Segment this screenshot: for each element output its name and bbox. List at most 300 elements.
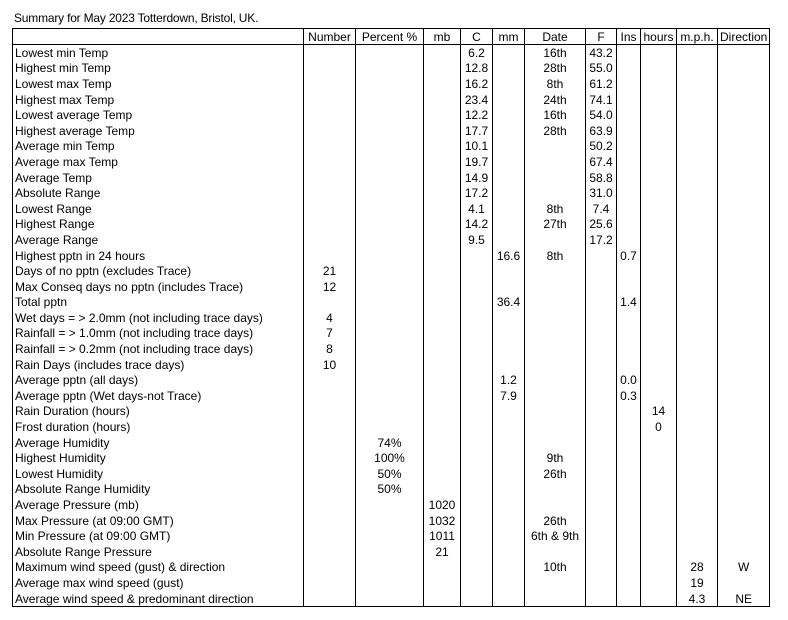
- cell-mph: [677, 232, 718, 248]
- table-row: [13, 450, 770, 466]
- cell-mb: [424, 435, 461, 451]
- cell-mph: [677, 107, 718, 123]
- cell-ins: [617, 482, 641, 498]
- cell-hours: [641, 450, 677, 466]
- cell-hours: [641, 123, 677, 139]
- cell-fahrenheit: 58.8: [586, 170, 617, 186]
- cell-direction: [718, 217, 770, 233]
- cell-ins: [617, 185, 641, 201]
- cell-number: [304, 123, 356, 139]
- cell-mb: [424, 185, 461, 201]
- cell-mb: [424, 404, 461, 420]
- cell-percent: [356, 513, 424, 529]
- cell-mm: 7.9: [493, 388, 525, 404]
- cell-ins: [617, 45, 641, 61]
- cell-number: [304, 295, 356, 311]
- cell-mb: [424, 217, 461, 233]
- table-row: [13, 357, 770, 373]
- cell-number: 21: [304, 263, 356, 279]
- cell-fahrenheit: [586, 419, 617, 435]
- cell-fahrenheit: 31.0: [586, 185, 617, 201]
- cell-ins: 0.3: [617, 388, 641, 404]
- cell-celsius: [461, 279, 493, 295]
- cell-direction: [718, 419, 770, 435]
- cell-celsius: 17.7: [461, 123, 493, 139]
- cell-date: [525, 232, 586, 248]
- cell-fahrenheit: [586, 497, 617, 513]
- cell-fahrenheit: [586, 263, 617, 279]
- cell-mph: [677, 263, 718, 279]
- cell-mb: [424, 263, 461, 279]
- cell-fahrenheit: 67.4: [586, 154, 617, 170]
- cell-mb: [424, 45, 461, 61]
- cell-hours: 0: [641, 419, 677, 435]
- cell-mm: [493, 482, 525, 498]
- cell-date: [525, 263, 586, 279]
- row-label: Total pptn: [13, 295, 304, 311]
- cell-mm: [493, 419, 525, 435]
- cell-number: [304, 76, 356, 92]
- cell-percent: [356, 326, 424, 342]
- cell-celsius: [461, 497, 493, 513]
- cell-mm: [493, 310, 525, 326]
- cell-celsius: 4.1: [461, 201, 493, 217]
- cell-percent: [356, 248, 424, 264]
- cell-percent: [356, 497, 424, 513]
- table-header-row: [13, 29, 770, 45]
- cell-celsius: [461, 513, 493, 529]
- cell-fahrenheit: [586, 404, 617, 420]
- cell-celsius: [461, 372, 493, 388]
- cell-ins: [617, 232, 641, 248]
- cell-celsius: [461, 357, 493, 373]
- cell-fahrenheit: [586, 466, 617, 482]
- cell-celsius: [461, 341, 493, 357]
- cell-number: [304, 513, 356, 529]
- cell-mm: [493, 232, 525, 248]
- cell-direction: [718, 466, 770, 482]
- cell-mb: [424, 279, 461, 295]
- cell-celsius: 23.4: [461, 92, 493, 108]
- cell-percent: [356, 295, 424, 311]
- cell-mph: [677, 435, 718, 451]
- cell-date: [525, 419, 586, 435]
- cell-mph: [677, 217, 718, 233]
- cell-mph: 4.3: [677, 591, 718, 607]
- cell-date: [525, 326, 586, 342]
- column-header-mb: mb: [424, 29, 461, 45]
- cell-fahrenheit: [586, 435, 617, 451]
- cell-number: [304, 497, 356, 513]
- cell-celsius: 10.1: [461, 139, 493, 155]
- cell-ins: [617, 217, 641, 233]
- cell-mph: [677, 310, 718, 326]
- row-label: Lowest Humidity: [13, 466, 304, 482]
- cell-hours: [641, 201, 677, 217]
- row-label: Highest min Temp: [13, 61, 304, 77]
- row-label: Average Pressure (mb): [13, 497, 304, 513]
- cell-number: [304, 528, 356, 544]
- cell-hours: [641, 575, 677, 591]
- cell-ins: [617, 170, 641, 186]
- cell-ins: [617, 528, 641, 544]
- cell-number: [304, 248, 356, 264]
- row-label: Lowest max Temp: [13, 76, 304, 92]
- cell-mm: [493, 123, 525, 139]
- row-label: Absolute Range Humidity: [13, 482, 304, 498]
- cell-celsius: [461, 466, 493, 482]
- cell-percent: [356, 544, 424, 560]
- cell-mm: [493, 170, 525, 186]
- cell-mb: [424, 482, 461, 498]
- cell-celsius: [461, 295, 493, 311]
- cell-direction: [718, 404, 770, 420]
- cell-mph: [677, 497, 718, 513]
- cell-mph: [677, 341, 718, 357]
- cell-date: 10th: [525, 560, 586, 576]
- cell-mb: [424, 388, 461, 404]
- cell-ins: [617, 341, 641, 357]
- row-label: Average max wind speed (gust): [13, 575, 304, 591]
- row-label: Highest max Temp: [13, 92, 304, 108]
- column-header-percent: Percent %: [356, 29, 424, 45]
- cell-direction: [718, 279, 770, 295]
- row-label: Rainfall = > 0.2mm (not including trace days): [13, 341, 304, 357]
- cell-date: [525, 341, 586, 357]
- cell-mb: [424, 295, 461, 311]
- cell-hours: [641, 372, 677, 388]
- cell-percent: [356, 279, 424, 295]
- cell-mph: [677, 528, 718, 544]
- cell-mb: [424, 232, 461, 248]
- row-label: Average pptn (all days): [13, 372, 304, 388]
- cell-mb: [424, 466, 461, 482]
- cell-celsius: [461, 263, 493, 279]
- cell-ins: [617, 357, 641, 373]
- cell-mph: [677, 45, 718, 61]
- cell-percent: [356, 45, 424, 61]
- cell-mph: [677, 544, 718, 560]
- cell-direction: [718, 497, 770, 513]
- table-row: [13, 404, 770, 420]
- cell-celsius: [461, 310, 493, 326]
- cell-hours: [641, 388, 677, 404]
- cell-mb: [424, 310, 461, 326]
- page-title: Summary for May 2023 Totterdown, Bristol, UK.: [14, 11, 259, 25]
- cell-ins: 1.4: [617, 295, 641, 311]
- table-row: [13, 482, 770, 498]
- cell-mph: [677, 92, 718, 108]
- cell-celsius: 9.5: [461, 232, 493, 248]
- cell-mm: [493, 575, 525, 591]
- cell-fahrenheit: [586, 295, 617, 311]
- cell-hours: [641, 232, 677, 248]
- cell-fahrenheit: 61.2: [586, 76, 617, 92]
- cell-number: [304, 45, 356, 61]
- row-label: Max Conseq days no pptn (includes Trace): [13, 279, 304, 295]
- row-label: Average Temp: [13, 170, 304, 186]
- cell-hours: [641, 263, 677, 279]
- cell-celsius: [461, 388, 493, 404]
- row-label: Absolute Range: [13, 185, 304, 201]
- cell-number: [304, 201, 356, 217]
- cell-ins: [617, 61, 641, 77]
- cell-mb: [424, 201, 461, 217]
- cell-mb: [424, 372, 461, 388]
- table-row: [13, 513, 770, 529]
- cell-ins: 0.0: [617, 372, 641, 388]
- cell-mm: [493, 466, 525, 482]
- cell-fahrenheit: [586, 544, 617, 560]
- cell-percent: [356, 201, 424, 217]
- cell-ins: [617, 154, 641, 170]
- cell-direction: [718, 92, 770, 108]
- table-row: [13, 341, 770, 357]
- cell-ins: [617, 591, 641, 607]
- cell-celsius: [461, 248, 493, 264]
- cell-mb: [424, 107, 461, 123]
- cell-fahrenheit: 74.1: [586, 92, 617, 108]
- cell-fahrenheit: [586, 482, 617, 498]
- column-header-number: Number: [304, 29, 356, 45]
- cell-ins: [617, 263, 641, 279]
- cell-date: 24th: [525, 92, 586, 108]
- cell-fahrenheit: 43.2: [586, 45, 617, 61]
- cell-mph: [677, 513, 718, 529]
- cell-mm: [493, 357, 525, 373]
- row-label: Maximum wind speed (gust) & direction: [13, 560, 304, 576]
- cell-date: 27th: [525, 217, 586, 233]
- cell-ins: [617, 92, 641, 108]
- column-header-fahrenheit: F: [586, 29, 617, 45]
- row-label: Average Range: [13, 232, 304, 248]
- cell-percent: [356, 372, 424, 388]
- cell-mb: 1020: [424, 497, 461, 513]
- column-header-date: Date: [525, 29, 586, 45]
- table-row: [13, 528, 770, 544]
- cell-direction: [718, 544, 770, 560]
- cell-direction: [718, 513, 770, 529]
- cell-fahrenheit: 54.0: [586, 107, 617, 123]
- weather-summary-table: [12, 28, 770, 607]
- cell-percent: [356, 419, 424, 435]
- cell-mb: 1032: [424, 513, 461, 529]
- cell-percent: [356, 76, 424, 92]
- cell-date: [525, 482, 586, 498]
- cell-hours: [641, 107, 677, 123]
- cell-ins: [617, 404, 641, 420]
- cell-mb: [424, 139, 461, 155]
- cell-date: 8th: [525, 76, 586, 92]
- cell-percent: [356, 185, 424, 201]
- cell-mph: [677, 450, 718, 466]
- cell-percent: [356, 123, 424, 139]
- cell-celsius: 12.2: [461, 107, 493, 123]
- cell-direction: [718, 357, 770, 373]
- cell-fahrenheit: [586, 388, 617, 404]
- cell-mm: [493, 497, 525, 513]
- cell-percent: [356, 575, 424, 591]
- table-row: [13, 201, 770, 217]
- table-row: [13, 107, 770, 123]
- cell-mb: [424, 560, 461, 576]
- cell-mph: [677, 123, 718, 139]
- row-label: Lowest min Temp: [13, 45, 304, 61]
- cell-mph: [677, 419, 718, 435]
- cell-number: [304, 139, 356, 155]
- cell-percent: [356, 341, 424, 357]
- cell-direction: [718, 201, 770, 217]
- cell-ins: [617, 201, 641, 217]
- cell-date: 28th: [525, 123, 586, 139]
- cell-ins: [617, 544, 641, 560]
- column-header-mph: m.p.h.: [677, 29, 718, 45]
- cell-percent: [356, 154, 424, 170]
- cell-mm: [493, 450, 525, 466]
- cell-mm: [493, 560, 525, 576]
- cell-number: [304, 450, 356, 466]
- cell-mm: [493, 139, 525, 155]
- cell-fahrenheit: [586, 248, 617, 264]
- cell-direction: [718, 388, 770, 404]
- cell-number: [304, 185, 356, 201]
- cell-mph: [677, 295, 718, 311]
- cell-hours: [641, 341, 677, 357]
- cell-direction: [718, 528, 770, 544]
- cell-direction: [718, 232, 770, 248]
- cell-hours: [641, 591, 677, 607]
- cell-ins: [617, 279, 641, 295]
- row-label: Lowest Range: [13, 201, 304, 217]
- cell-celsius: 14.2: [461, 217, 493, 233]
- cell-fahrenheit: [586, 591, 617, 607]
- row-label: Highest Range: [13, 217, 304, 233]
- cell-hours: [641, 310, 677, 326]
- cell-mm: [493, 61, 525, 77]
- cell-mph: [677, 357, 718, 373]
- cell-date: 16th: [525, 45, 586, 61]
- cell-hours: [641, 248, 677, 264]
- cell-date: [525, 435, 586, 451]
- cell-number: 10: [304, 357, 356, 373]
- cell-number: [304, 92, 356, 108]
- cell-fahrenheit: [586, 560, 617, 576]
- cell-number: 12: [304, 279, 356, 295]
- cell-fahrenheit: [586, 326, 617, 342]
- cell-date: 8th: [525, 248, 586, 264]
- cell-date: [525, 404, 586, 420]
- cell-celsius: [461, 450, 493, 466]
- table-row: [13, 544, 770, 560]
- cell-celsius: [461, 326, 493, 342]
- cell-hours: 14: [641, 404, 677, 420]
- cell-mm: [493, 326, 525, 342]
- cell-hours: [641, 544, 677, 560]
- cell-percent: [356, 404, 424, 420]
- cell-date: 9th: [525, 450, 586, 466]
- table-row: [13, 435, 770, 451]
- cell-percent: [356, 310, 424, 326]
- cell-fahrenheit: [586, 513, 617, 529]
- cell-number: [304, 154, 356, 170]
- cell-mm: [493, 544, 525, 560]
- cell-fahrenheit: [586, 450, 617, 466]
- table-row: [13, 248, 770, 264]
- cell-celsius: [461, 435, 493, 451]
- table-body: [13, 45, 770, 607]
- table-row: [13, 123, 770, 139]
- cell-mm: [493, 107, 525, 123]
- cell-fahrenheit: 25.6: [586, 217, 617, 233]
- cell-percent: [356, 61, 424, 77]
- row-label: Rain Duration (hours): [13, 404, 304, 420]
- cell-date: 16th: [525, 107, 586, 123]
- cell-percent: 74%: [356, 435, 424, 451]
- column-header-celsius: C: [461, 29, 493, 45]
- column-header-direction: Direction: [718, 29, 770, 45]
- cell-direction: [718, 154, 770, 170]
- row-label: Highest pptn in 24 hours: [13, 248, 304, 264]
- cell-date: [525, 310, 586, 326]
- cell-date: [525, 154, 586, 170]
- table-row: [13, 372, 770, 388]
- cell-mb: [424, 591, 461, 607]
- cell-celsius: 17.2: [461, 185, 493, 201]
- cell-hours: [641, 185, 677, 201]
- cell-direction: [718, 139, 770, 155]
- cell-percent: [356, 170, 424, 186]
- cell-date: 26th: [525, 466, 586, 482]
- cell-direction: [718, 310, 770, 326]
- cell-celsius: [461, 591, 493, 607]
- cell-celsius: [461, 528, 493, 544]
- cell-mb: [424, 575, 461, 591]
- cell-hours: [641, 482, 677, 498]
- cell-number: [304, 388, 356, 404]
- row-label: Days of no pptn (excludes Trace): [13, 263, 304, 279]
- cell-mb: [424, 123, 461, 139]
- cell-number: 7: [304, 326, 356, 342]
- cell-mph: [677, 279, 718, 295]
- cell-mb: [424, 61, 461, 77]
- cell-mph: [677, 170, 718, 186]
- cell-date: 8th: [525, 201, 586, 217]
- row-label: Highest average Temp: [13, 123, 304, 139]
- table-row: [13, 326, 770, 342]
- cell-direction: W: [718, 560, 770, 576]
- column-header-label: [13, 29, 304, 45]
- table-row: [13, 295, 770, 311]
- cell-direction: [718, 76, 770, 92]
- cell-celsius: 14.9: [461, 170, 493, 186]
- cell-fahrenheit: [586, 357, 617, 373]
- table-row: [13, 388, 770, 404]
- cell-mb: [424, 357, 461, 373]
- row-label: Average max Temp: [13, 154, 304, 170]
- cell-mb: [424, 326, 461, 342]
- cell-date: 6th & 9th: [525, 528, 586, 544]
- cell-hours: [641, 435, 677, 451]
- cell-celsius: 12.8: [461, 61, 493, 77]
- table-row: [13, 61, 770, 77]
- cell-hours: [641, 76, 677, 92]
- table-row: [13, 154, 770, 170]
- cell-celsius: [461, 419, 493, 435]
- cell-mb: 1011: [424, 528, 461, 544]
- cell-date: [525, 372, 586, 388]
- cell-date: [525, 279, 586, 295]
- cell-date: [525, 575, 586, 591]
